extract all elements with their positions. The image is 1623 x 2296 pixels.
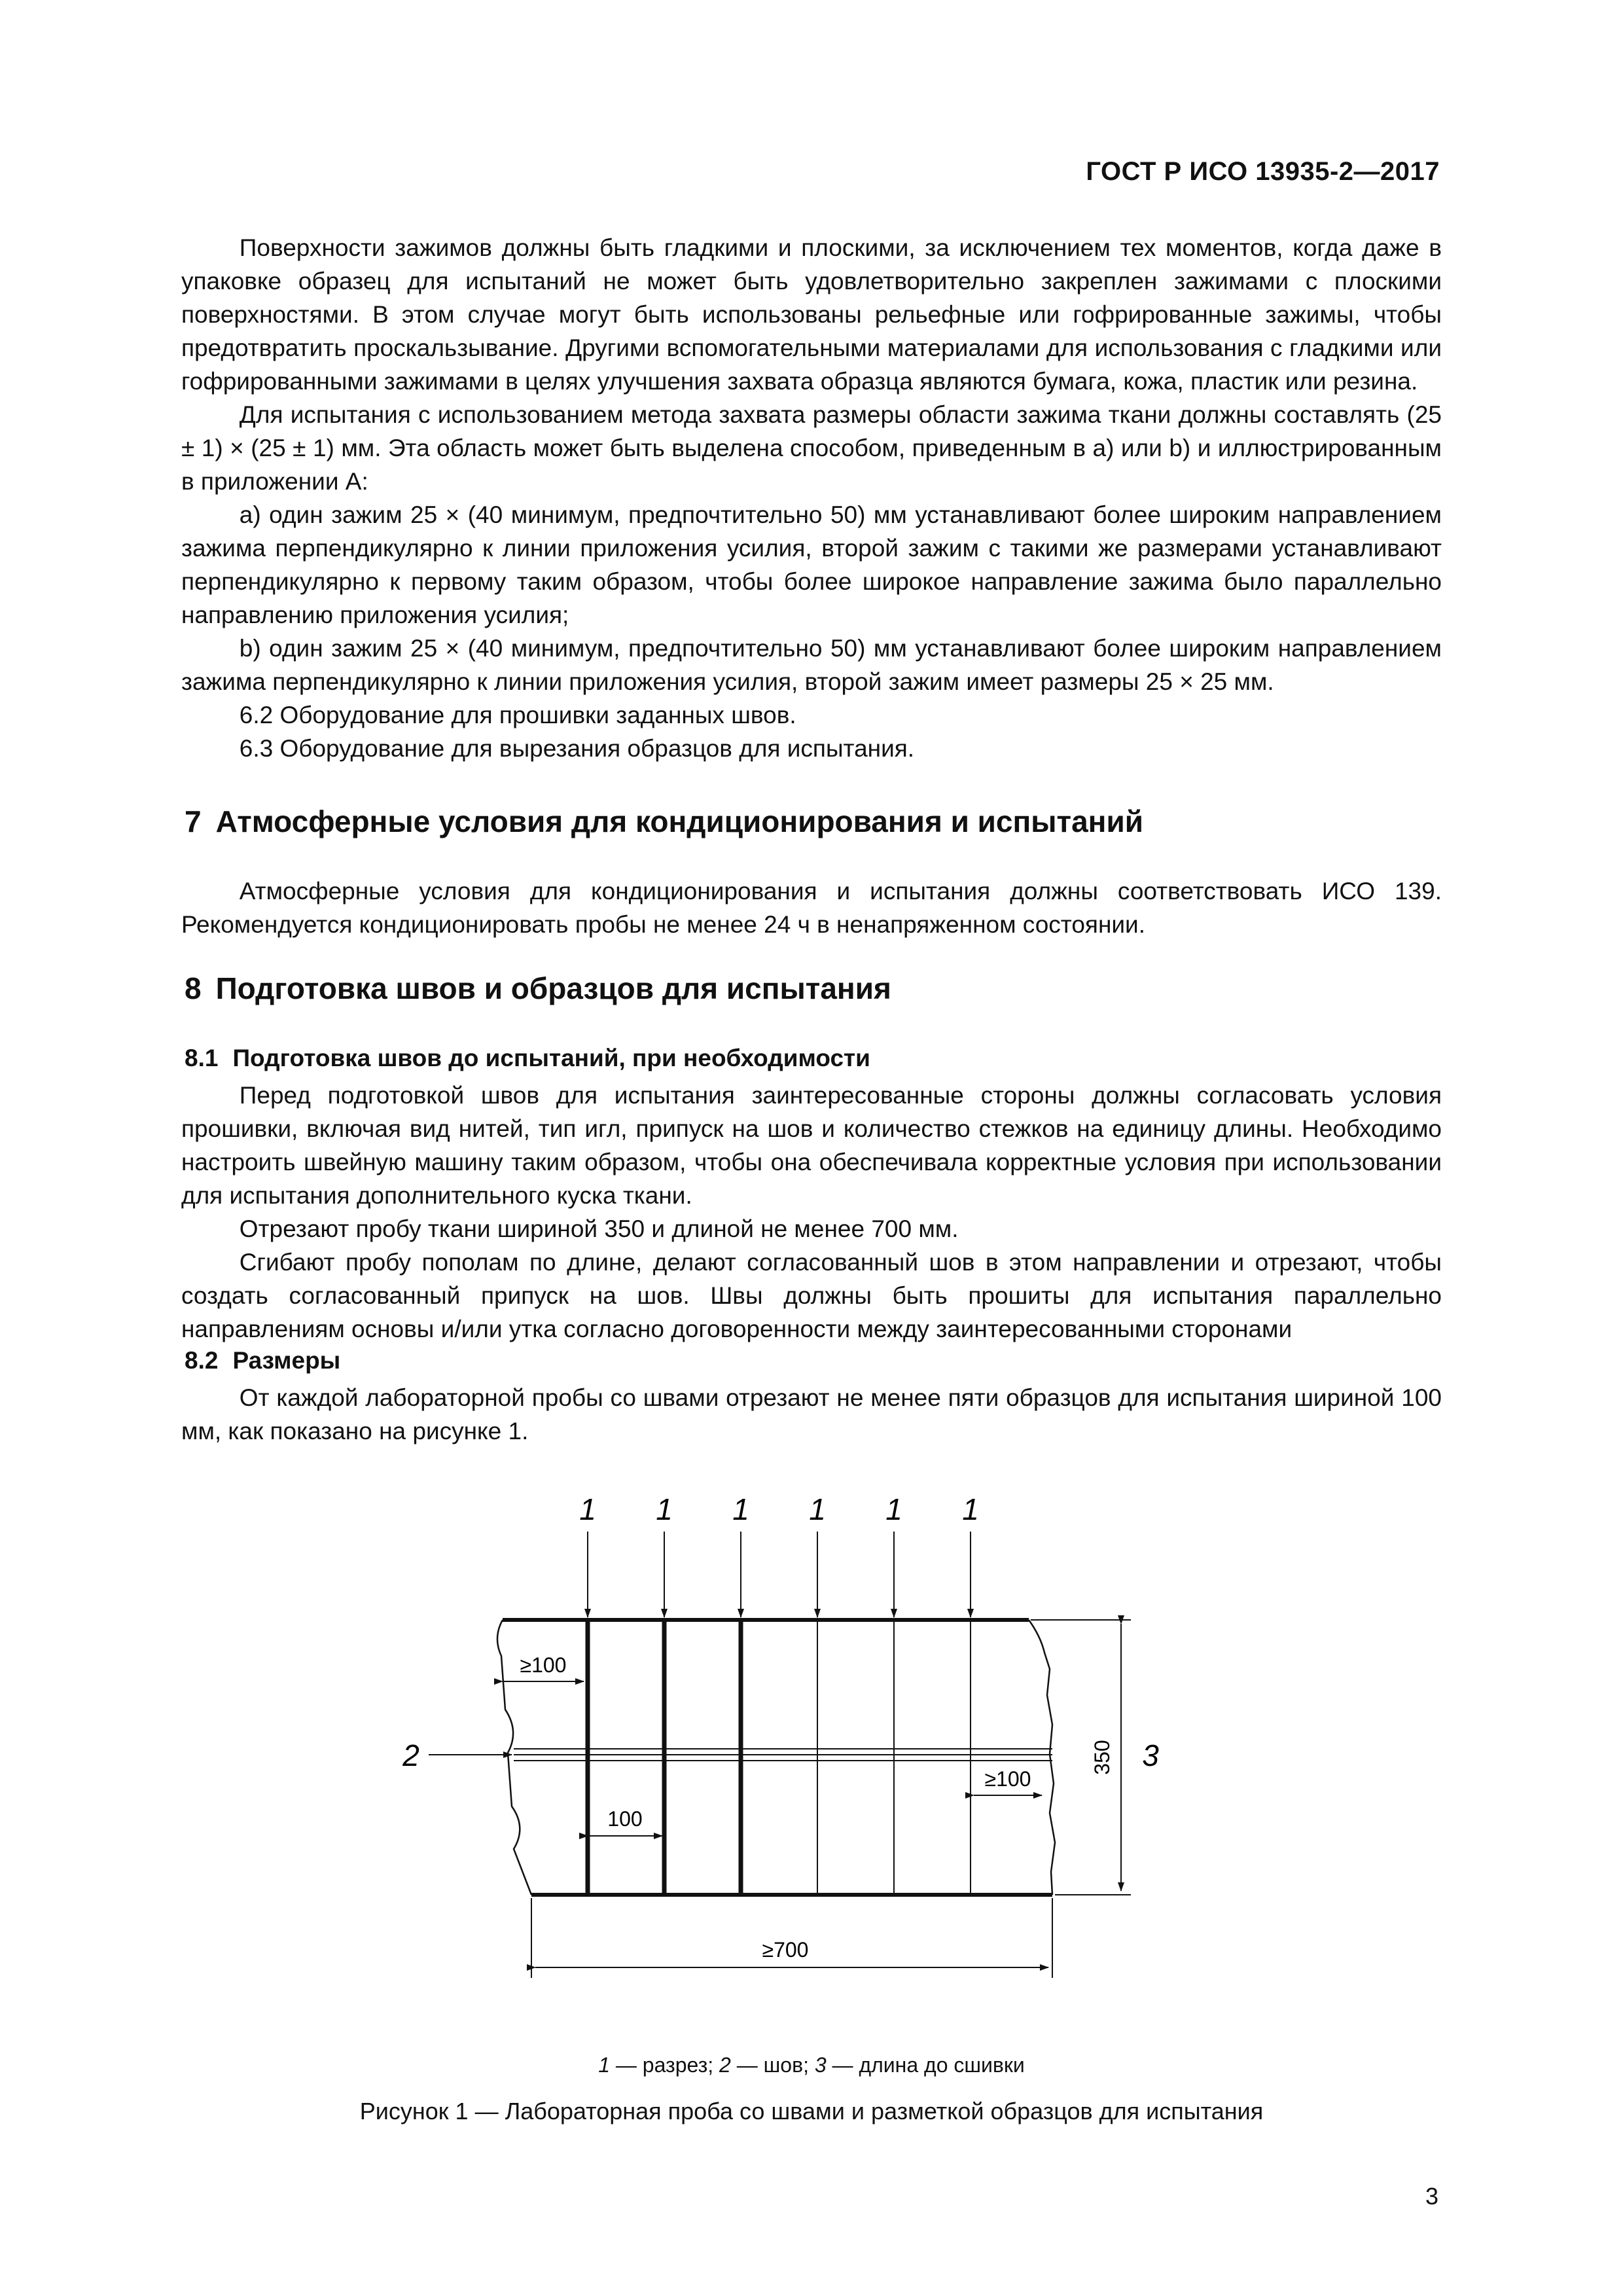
- clause-6-3: 6.3 Оборудование для вырезания образцов для испытания.: [239, 735, 915, 762]
- legend-number: 1: [598, 2053, 610, 2077]
- subsection-title: Размеры: [232, 1347, 341, 1374]
- sample-right-break-edge: [1029, 1620, 1055, 1895]
- text-block-clamps: [181, 231, 1442, 765]
- subsection-8-2-text: [181, 1381, 1442, 1448]
- cut-label: 1: [732, 1492, 749, 1526]
- legend-number: 3: [814, 2053, 827, 2077]
- section-title: Атмосферные условия для кондиционирования и испытаний: [215, 804, 1144, 838]
- seam-sample-drawing: [327, 1466, 1309, 2022]
- list-item-a: a) один зажим 25 × (40 минимум, предпочтительно 50) мм устанавливают более широким направлением зажима перпендикулярно к линии приложения усилия, второй зажим с такими же размерами устанавливают перпендикулярно к первому таким образом, чтобы более широкое направление зажима было параллельно направлению приложения усилия;: [181, 501, 1442, 628]
- cut-label: 1: [809, 1492, 826, 1526]
- figure-1: [327, 1466, 1309, 2022]
- dim-100: 100: [607, 1807, 643, 1831]
- cut-label: 1: [579, 1492, 596, 1526]
- cut-label: 1: [656, 1492, 673, 1526]
- paragraph: Поверхности зажимов должны быть гладкими и плоскими, за исключением тех моментов, когда даже в упаковке образец для испытаний не может быть удовлетворительно закреплен зажимами с плоскими поверхностями. В этом случае могут быть использованы рельефные или гофрированные зажимы, чтобы предотвратить проскальзывание. Другими вспомогательными материалами для использования с гладкими или гофрированными зажимами в целях улучшения захвата образца являются бумага, кожа, пластик или резина.: [181, 234, 1442, 395]
- paragraph: От каждой лабораторной пробы со швами отрезают не менее пяти образцов для испытания шириной 100 мм, как показано на рисунке 1.: [181, 1384, 1442, 1444]
- standard-header: ГОСТ Р ИСО 13935-2—2017: [1086, 157, 1440, 186]
- clause-6-2: 6.2 Оборудование для прошивки заданных швов.: [239, 702, 796, 728]
- legend-number: 2: [719, 2053, 731, 2077]
- subsection-8-1-heading: [185, 1045, 870, 1072]
- paragraph: Атмосферные условия для кондиционирования и испытания должны соответствовать ИСО 139. Рекомендуется кондиционировать пробы не менее 24 ч в ненапряженном состоянии.: [181, 878, 1442, 938]
- subsection-number: 8.2: [185, 1347, 219, 1374]
- figure-legend: [0, 2053, 1623, 2077]
- legend-text: — разрез;: [610, 2053, 720, 2077]
- section-7-heading: [185, 804, 1143, 839]
- subsection-8-1-text: [181, 1079, 1442, 1346]
- section-7-text: [181, 874, 1442, 941]
- section-number: 7: [185, 804, 202, 838]
- section-number: 8: [185, 971, 202, 1005]
- legend-text: — шов;: [730, 2053, 815, 2077]
- dim-min700: ≥700: [762, 1938, 809, 1962]
- paragraph: Для испытания с использованием метода захвата размеры области зажима ткани должны составлять (25 ± 1) × (25 ± 1) мм. Эта область может быть выделена способом, приведенным в a) или b) и иллюстрированным в приложении А:: [181, 401, 1442, 495]
- subsection-8-2-heading: [185, 1347, 340, 1374]
- length-label: 3: [1142, 1738, 1159, 1772]
- page-number: 3: [1425, 2183, 1438, 2210]
- paragraph: Перед подготовкой швов для испытания заинтересованные стороны должны согласовать условия прошивки, включая вид нитей, тип игл, припуск на шов и количество стежков на единицу длины. Необходимо настроить швейную машину таким образом, чтобы она обеспечивала корректные условия при использовании для испытания дополнительного куска ткани.: [181, 1082, 1442, 1209]
- dim-min100-right: ≥100: [984, 1767, 1031, 1791]
- subsection-title: Подготовка швов до испытаний, при необходимости: [232, 1045, 870, 1071]
- legend-text: — длина до сшивки: [826, 2053, 1025, 2077]
- dim-350: 350: [1090, 1740, 1114, 1775]
- dim-min100-left: ≥100: [520, 1653, 567, 1677]
- section-8-heading: [185, 971, 891, 1006]
- section-title: Подготовка швов и образцов для испытания: [215, 971, 891, 1005]
- paragraph: Сгибают пробу пополам по длине, делают согласованный шов в этом направлении и отрезают, чтобы создать согласованный припуск на шов. Швы должны быть прошиты для испытания параллельно направлениям основы и/или утка согласно договоренности между заинтересованными сторонами: [181, 1249, 1442, 1342]
- cut-label: 1: [962, 1492, 979, 1526]
- cut-label: 1: [885, 1492, 902, 1526]
- subsection-number: 8.1: [185, 1045, 219, 1071]
- paragraph: Отрезают пробу ткани шириной 350 и длиной не менее 700 мм.: [239, 1215, 959, 1242]
- list-item-b: b) один зажим 25 × (40 минимум, предпочтительно 50) мм устанавливают более широким направлением зажима перпендикулярно к линии приложения усилия, второй зажим имеет размеры 25 × 25 мм.: [181, 635, 1442, 695]
- figure-caption: Рисунок 1 — Лабораторная проба со швами и разметкой образцов для испытания: [359, 2098, 1264, 2125]
- seam-label: 2: [402, 1738, 419, 1772]
- cut-lines: [579, 1492, 979, 1895]
